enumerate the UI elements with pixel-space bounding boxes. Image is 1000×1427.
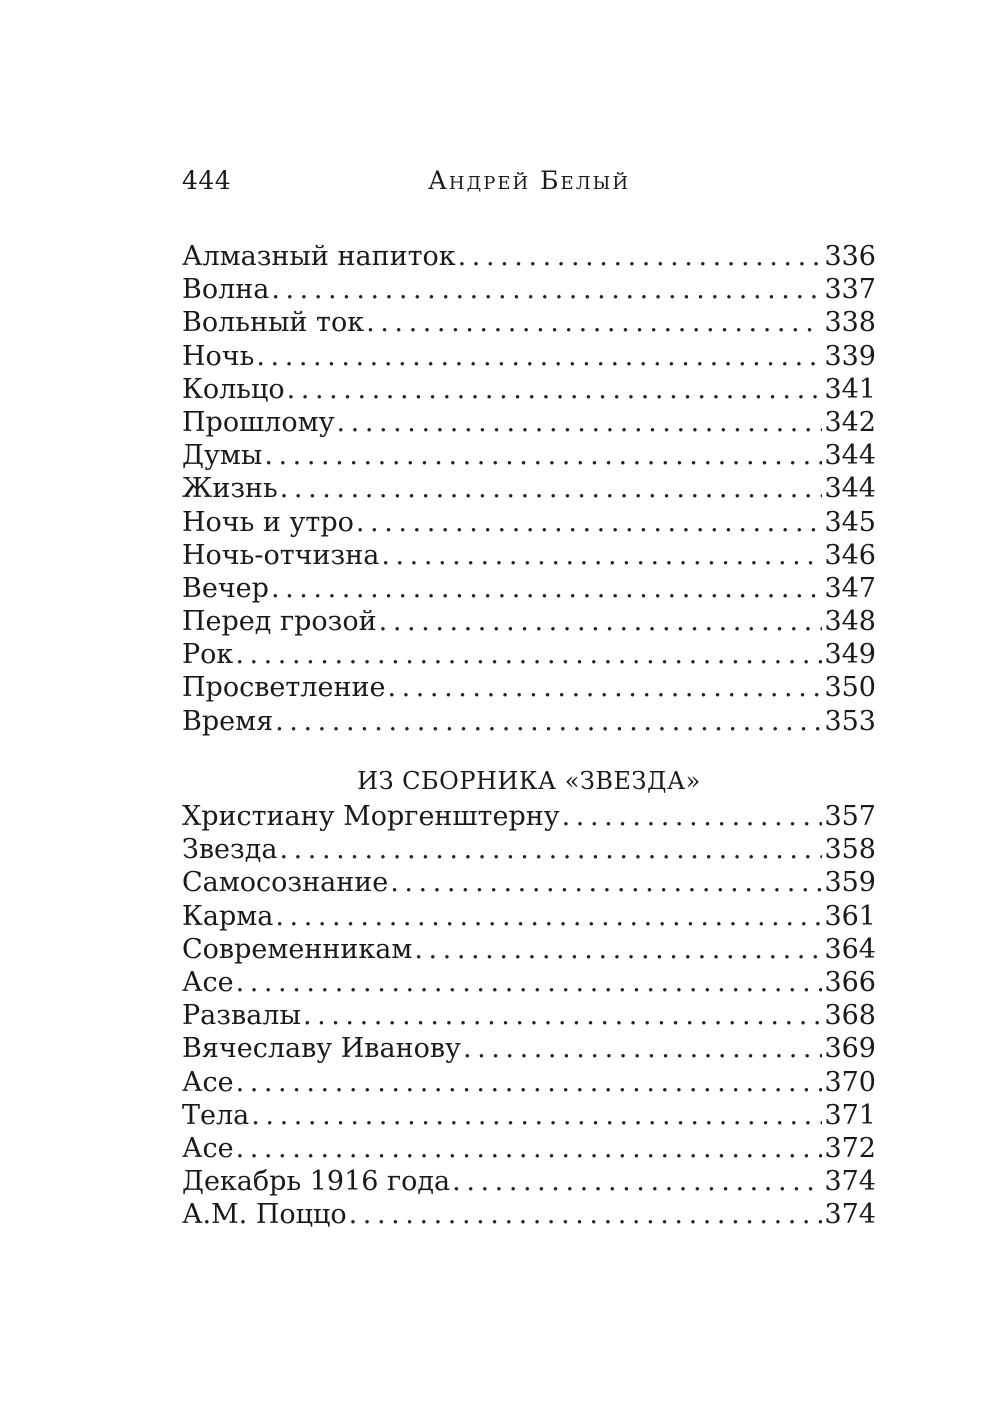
dot-leader [256,340,822,373]
toc-entry-title: Просветление [182,672,386,704]
toc-entry-title: Кольцо [182,373,285,405]
toc-entry [182,240,876,273]
toc-entry-page: 336 [824,241,876,272]
running-head-author: Андрей Белый [427,166,631,195]
dot-leader [236,1066,823,1099]
toc-entry-page: 349 [824,639,876,671]
toc-list-part1 [182,240,876,738]
toc-entry-title: Ночь-отчизна [182,539,380,571]
toc-entry-title: Думы [182,440,263,472]
toc-entry-page: 346 [824,539,876,571]
toc-entry [182,1132,876,1165]
toc-entry-title: Тела [182,1099,250,1131]
toc-entry-title: Ночь и утро [182,506,354,538]
toc-entry-page: 344 [824,473,876,505]
toc-entry [182,439,876,472]
toc-entry [182,273,876,306]
toc-entry-page: 371 [824,1099,876,1131]
toc-entry-page: 357 [824,801,876,832]
toc-entry-title: Асе [182,1132,234,1164]
toc-entry-title: Современникам [182,933,413,965]
dot-leader [336,406,822,439]
toc-entry-page: 337 [824,274,876,306]
toc-entry [182,572,876,605]
toc-entry-page: 339 [824,340,876,372]
toc-entry-title: Вольный ток [182,307,365,339]
toc-entry-page: 374 [824,1166,876,1198]
dot-leader [414,933,822,966]
toc-entry-title: Вечер [182,572,269,604]
toc-entry-page: 345 [824,506,876,538]
toc-entry-page: 344 [824,440,876,472]
toc-entry [182,605,876,638]
dot-leader [236,1132,823,1165]
dot-leader [235,638,822,671]
toc-entry-title: Асе [182,966,234,998]
toc-entry [182,506,876,539]
toc-entry-title: Асе [182,1066,234,1098]
page-number: 444 [182,166,232,195]
toc-entry-page: 358 [824,834,876,866]
toc-entry-title: Развалы [182,1000,301,1032]
toc-entry [182,933,876,966]
toc-entry-title: Ночь [182,340,255,372]
toc-entry-page: 347 [824,572,876,604]
toc-entry [182,1198,876,1231]
section-heading: ИЗ СБОРНИКА «ЗВЕЗДА» [357,767,701,795]
toc-entry [182,1165,876,1198]
toc-entry [182,966,876,999]
toc-entry-title: Алмазный напиток [182,241,456,272]
toc-entry-page: 364 [824,933,876,965]
toc-entry-page: 348 [824,606,876,638]
dot-leader [251,1099,822,1132]
toc-entry [182,638,876,671]
toc-entry [182,671,876,704]
toc-entry-page: 374 [824,1199,876,1231]
dot-leader [279,833,822,866]
toc-entry-page: 341 [824,373,876,405]
toc-entry [182,1066,876,1099]
toc-entry-title: Карма [182,900,274,932]
toc-entry-title: Звезда [182,834,278,866]
toc-entry-page: 338 [824,307,876,339]
dot-leader [379,605,823,638]
dot-leader [387,671,822,704]
toc-entry [182,1032,876,1065]
dot-leader [381,539,822,572]
toc-entry-title: А.М. Поццо [182,1199,347,1231]
toc-entry [182,705,876,738]
dot-leader [458,240,823,273]
dot-leader [356,506,823,539]
dot-leader [562,800,823,833]
toc-entry [182,999,876,1032]
toc-entry [182,539,876,572]
toc-entry [182,1099,876,1132]
toc-entry-page: 370 [824,1066,876,1098]
dot-leader [280,472,823,505]
dot-leader [390,866,822,899]
toc-entry-page: 361 [824,900,876,932]
dot-leader [275,900,822,933]
toc-entry [182,373,876,406]
toc-entry [182,866,876,899]
toc-entry-title: Прошлому [182,406,335,438]
dot-leader [271,273,822,306]
toc-entry-title: Христиану Моргенштерну [182,801,560,832]
toc-entry-page: 368 [824,1000,876,1032]
dot-leader [366,306,822,339]
dot-leader [303,999,823,1032]
toc-entry-title: Самосознание [182,867,389,899]
toc-entry-page: 350 [824,672,876,704]
dot-leader [463,1032,823,1065]
dot-leader [275,705,822,738]
dot-leader [264,439,822,472]
dot-leader [271,572,823,605]
toc-entry-title: Вячеславу Иванову [182,1033,461,1065]
toc-entry-title: Декабрь 1916 года [182,1166,451,1198]
toc-entry-title: Перед грозой [182,606,377,638]
toc-entry-page: 353 [824,705,876,737]
toc-entry [182,406,876,439]
toc-entry-title: Время [182,705,274,737]
toc-entry [182,306,876,339]
toc-entry [182,800,876,833]
toc-entry [182,833,876,866]
toc-list-part2 [182,800,876,1231]
dot-leader [452,1165,822,1198]
toc-entry-page: 369 [824,1033,876,1065]
toc-entry-title: Волна [182,274,270,306]
toc-entry-page: 342 [824,406,876,438]
dot-leader [236,966,823,999]
toc-entry [182,472,876,505]
dot-leader [287,373,823,406]
dot-leader [349,1198,823,1231]
toc-entry-page: 366 [824,966,876,998]
toc-entry [182,900,876,933]
toc-entry-page: 359 [824,867,876,899]
running-head [182,166,876,202]
toc-entry-title: Рок [182,639,234,671]
toc-entry-page: 372 [824,1132,876,1164]
toc-entry [182,340,876,373]
toc-entry-title: Жизнь [182,473,278,505]
